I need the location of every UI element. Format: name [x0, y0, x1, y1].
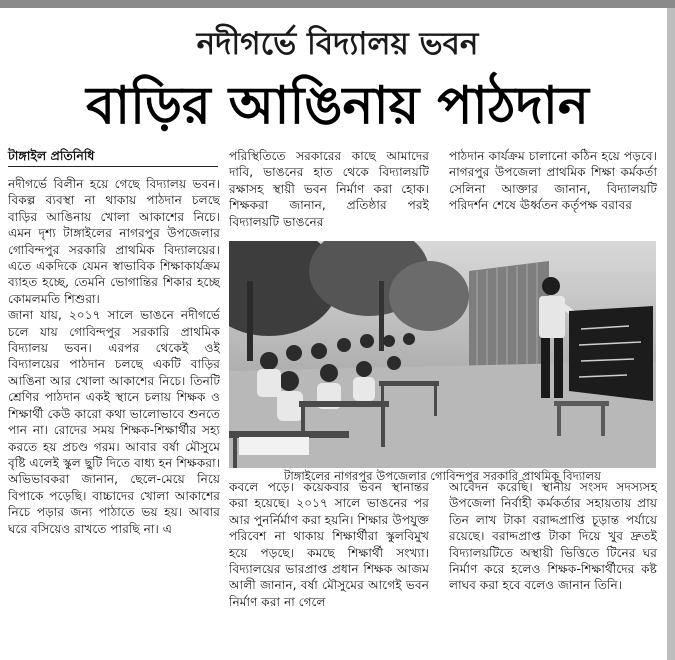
- paragraph-col4: কবলে পড়ে। কয়েকবার ভবন স্থানান্তর করা হয়েছে। ২০১৭ সালে ভাঙনের পর আর পুনর্নির্মাণ করা হয়নি। শিক্ষার উপযুক্ত পরিবেশ না থাকায় শিক্ষার্থীরা স্কুলবিমুখ হয়ে পড়ছে। কমছে শিক্ষার্থী সংখ্যা। বিদ্যালয়ের ভারপ্রাপ্ত প্রধান শিক্ষক আজম আলী জানান, বর্ষা মৌসুমের আগেই ভবন নির্মাণ করা না গেলে: [229, 480, 429, 609]
- paragraph-col2: পরিস্থিতিতে সরকারের কাছে আমাদের দাবি, ভাঙনের হাত থেকে বিদ্যালয়টি রক্ষাসহ স্থায়ী ভবন নির্মাণ করা হোক। শিক্ষকরা জানান, প্রতিষ্ঠার পরই বিদ্যালয়টি ভাঙনের: [229, 149, 429, 229]
- paragraph-2: জানা যায়, ২০১৭ সালে ভাঙনে নদীগর্ভে চলে যায় গোবিন্দপুর সরকারি প্রাথমিক বিদ্যালয় ভবন। এরপর থেকেই ওই বিদ্যালয়ের পাঠদান চলছে একটি বাড়ির আঙিনা আর খোলা আকাশের নিচে। তিনটি শ্রেণির পাঠদান একই স্থানে চলায় শিক্ষক ও শিক্ষার্থী কেউ কারো কথা ভালোভাবে শুনতে পান না। রোদের সময় শিক্ষক-শিক্ষার্থীর সহ্য করতে হয় প্রচণ্ড গরম। আবার বর্ষা মৌসুমে বৃষ্টি এলেই স্কুল ছুটি দিতে বাধ্য হন শিক্ষকরা। অভিভাবকরা জানান, ছেলে-মেয়ে নিয়ে বিপাকে পড়েছি। বাচ্চাদের খোলা আকাশের নিচে পড়ার জন্য পাঠাতে ভয় হয়। আবার ঘরে বসিয়েও রাখতে পারছি না। এ: [8, 308, 220, 536]
- article-column-3: [449, 148, 657, 238]
- paragraph-col3: পাঠদান কার্যক্রম চালানো কঠিন হয়ে পড়বে। নাগরপুর উপজেলা প্রাথমিক শিক্ষা কর্মকর্তা সেলিনা আক্তার জানান, বিদ্যালয়টি পরিদর্শন শেষে ঊর্ধ্বতন কর্তৃপক্ষ বরাবর: [449, 149, 657, 213]
- classroom-photo-illustration: [229, 241, 656, 468]
- article-column-5: [449, 479, 657, 660]
- page-top-border: [0, 0, 675, 8]
- paragraph-1: নদীগর্ভে বিলীন হয়ে গেছে বিদ্যালয় ভবন। বিকল্প ব্যবস্থা না থাকায় পাঠদান চলছে বাড়ির আঙিনায় খোলা আকাশের নিচে। এমন দৃশ্য টাঙ্গাইলের নাগরপুর উপজেলার গোবিন্দপুর সরকারি প্রাথমিক বিদ্যালয়ের। এতে একদিকে যেমন স্বাভাবিক শিক্ষাকার্যক্রম ব্যাহত হচ্ছে, তেমনি ভোগান্তির শিকার হচ্ছে কোমলমতি শিশুরা।: [8, 177, 220, 306]
- byline: টাঙ্গাইল প্রতিনিধি: [8, 148, 95, 163]
- paragraph-col5: আবেদন করেছি। স্থানীয় সংসদ সদস্যসহ উপজেলা নির্বাহী কর্মকর্তার সহায়তায় প্রায় তিন লাখ টাকা বরাদ্দপ্রাপ্তি চূড়ান্ত পর্যায়ে রয়েছে। বরাদ্দপ্রাপ্ত টাকা দিয়ে খুব দ্রুতই বিদ্যালয়টিতে অস্থায়ী ভিত্তিতে টিনের ঘর নির্মাণ করে হলেও শিক্ষক-শিক্ষার্থীদের কষ্ট লাঘব করা হবে বলেও জানান তিনি।: [449, 480, 657, 593]
- article-column-1: [8, 176, 220, 660]
- photo-caption: টাঙ্গাইলের নাগরপুর উপজেলার গোবিন্দপুর সরকারি প্রাথমিক বিদ্যালয়: [284, 469, 601, 483]
- main-headline: বাড়ির আঙিনায় পাঠদান: [86, 76, 589, 136]
- article-column-4: [229, 479, 429, 660]
- article-column-2: [229, 148, 429, 238]
- kicker-headline: নদীগর্ভে বিদ্যালয় ভবন: [196, 26, 479, 62]
- byline-rule: [8, 166, 218, 167]
- classroom-photo: [229, 241, 656, 468]
